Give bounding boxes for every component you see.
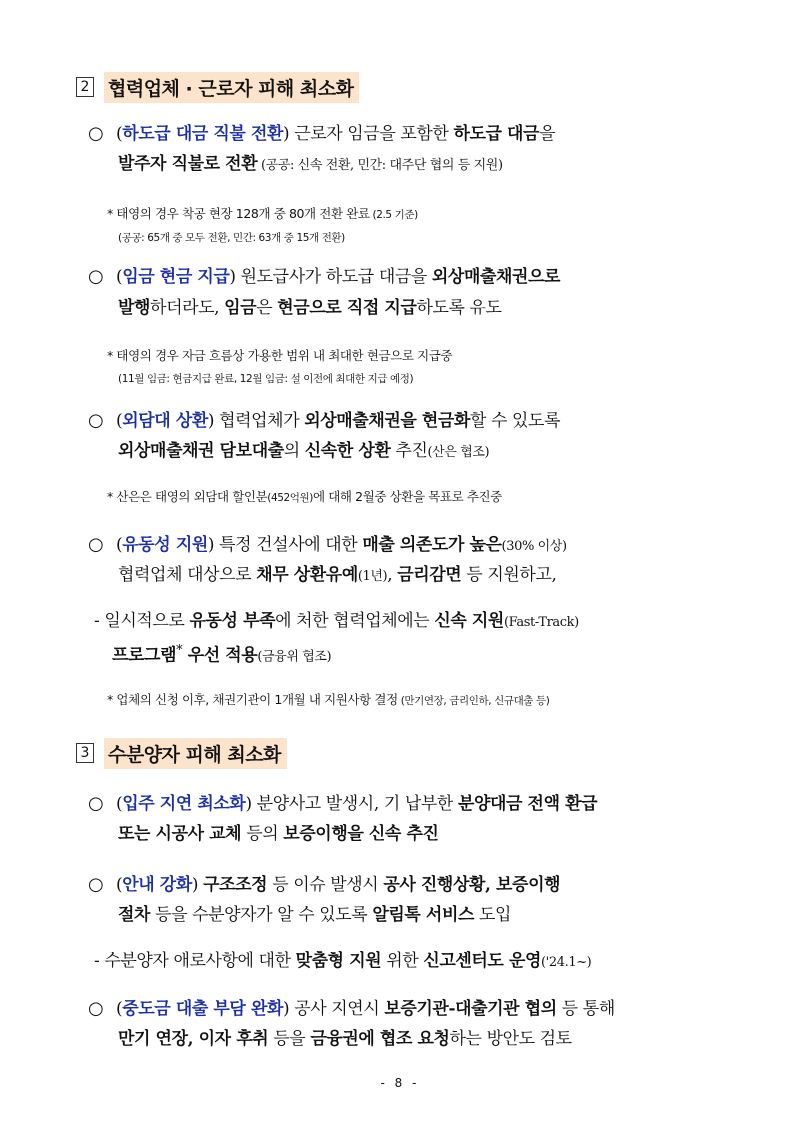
bullet-circle: ○ — [88, 534, 104, 555]
section-title: 수분양자 피해 최소화 — [104, 738, 287, 769]
paragraph-line: 절차 등을 수분양자가 알 수 있도록 알림톡 서비스 도입 — [118, 905, 512, 925]
footnote: * 업체의 신청 이후, 채권기관이 1개월 내 지원사항 결정 (만기연장, 금리인하, 신규대출 등) — [107, 692, 550, 707]
footnote: * 태영의 경우 자금 흐름상 가용한 범위 내 최대한 현금으로 지급중 — [107, 348, 453, 363]
section-2-heading — [76, 72, 359, 102]
paragraph-line: 외상매출채권 담보대출의 신속한 상환 추진(산은 협조) — [118, 441, 490, 461]
paragraph-line: 만기 연장, 이자 후취 등을 금융권에 협조 요청하는 방안도 검토 — [118, 1029, 572, 1049]
footnote-detail: (공공: 65개 중 모두 전환, 민간: 63개 중 15개 전환) — [118, 232, 345, 244]
page-number: - 8 - — [380, 1076, 420, 1090]
section-3-heading — [76, 738, 287, 768]
item-heading: 하도급 대금 직불 전환 — [122, 124, 283, 144]
item-heading: 안내 강화 — [122, 875, 192, 895]
paragraph-line: (유동성 지원) 특정 건설사에 대한 매출 의존도가 높은(30% 이상) — [116, 535, 567, 555]
footnote-detail: (11월 임금: 현금지급 완료, 12월 임금: 설 이전에 최대한 지급 예정) — [118, 373, 414, 385]
sub-paragraph-line: 프로그램* 우선 적용(금융위 협조) — [112, 643, 332, 666]
sub-paragraph-line: - 수분양자 애로사항에 대한 맞춤형 지원 위한 신고센터도 운영('24.1~) — [94, 951, 592, 971]
paragraph-line: 발행하더라도, 임금은 현금으로 직접 지급하도록 유도 — [118, 298, 502, 318]
paragraph-line: (입주 지연 최소화) 분양사고 발생시, 기 납부한 분양대금 전액 환급 — [116, 794, 598, 814]
bullet-circle: ○ — [88, 410, 104, 431]
item-heading: 임금 현금 지급 — [122, 267, 230, 287]
paragraph-line: 또는 시공사 교체 등의 보증이행을 신속 추진 — [118, 824, 439, 844]
item-heading: 입주 지연 최소화 — [122, 794, 246, 814]
paragraph-line: 협력업체 대상으로 채무 상환유예(1년), 금리감면 등 지원하고, — [118, 565, 557, 585]
bullet-circle: ○ — [88, 998, 104, 1019]
bullet-circle: ○ — [88, 874, 104, 895]
paragraph-line: (하도급 대금 직불 전환) 근로자 임금을 포함한 하도급 대금을 — [116, 124, 556, 144]
bullet-circle: ○ — [88, 123, 104, 144]
item-heading: 중도금 대출 부담 완화 — [122, 999, 283, 1019]
bullet-circle: ○ — [88, 266, 104, 287]
paragraph-line: (외담대 상환) 협력업체가 외상매출채권을 현금화할 수 있도록 — [116, 411, 561, 431]
paragraph-line: 발주자 직불로 전환 (공공: 신속 전환, 민간: 대주단 협의 등 지원) — [118, 154, 503, 174]
section-title: 협력업체 · 근로자 피해 최소화 — [104, 72, 359, 103]
paragraph-line: (임금 현금 지급) 원도급사가 하도급 대금을 외상매출채권으로 — [116, 267, 561, 287]
section-number-box: 3 — [76, 743, 94, 763]
footnote: * 태영의 경우 착공 현장 128개 중 80개 전환 완료 (2.5 기준) — [107, 206, 418, 221]
item-heading: 외담대 상환 — [122, 411, 208, 431]
section-number-box: 2 — [76, 77, 94, 97]
sub-paragraph-line: - 일시적으로 유동성 부족에 처한 협력업체에는 신속 지원(Fast-Track) — [94, 611, 579, 631]
bullet-circle: ○ — [88, 793, 104, 814]
paragraph-line: (안내 강화) 구조조정 등 이슈 발생시 공사 진행상황, 보증이행 — [116, 875, 561, 895]
paragraph-line: (중도금 대출 부담 완화) 공사 지연시 보증기관-대출기관 협의 등 통해 — [116, 999, 615, 1019]
footnote: * 산은은 태영의 외담대 할인분(452억원)에 대해 2월중 상환을 목표로 추진중 — [107, 489, 502, 504]
item-heading: 유동성 지원 — [122, 535, 208, 555]
